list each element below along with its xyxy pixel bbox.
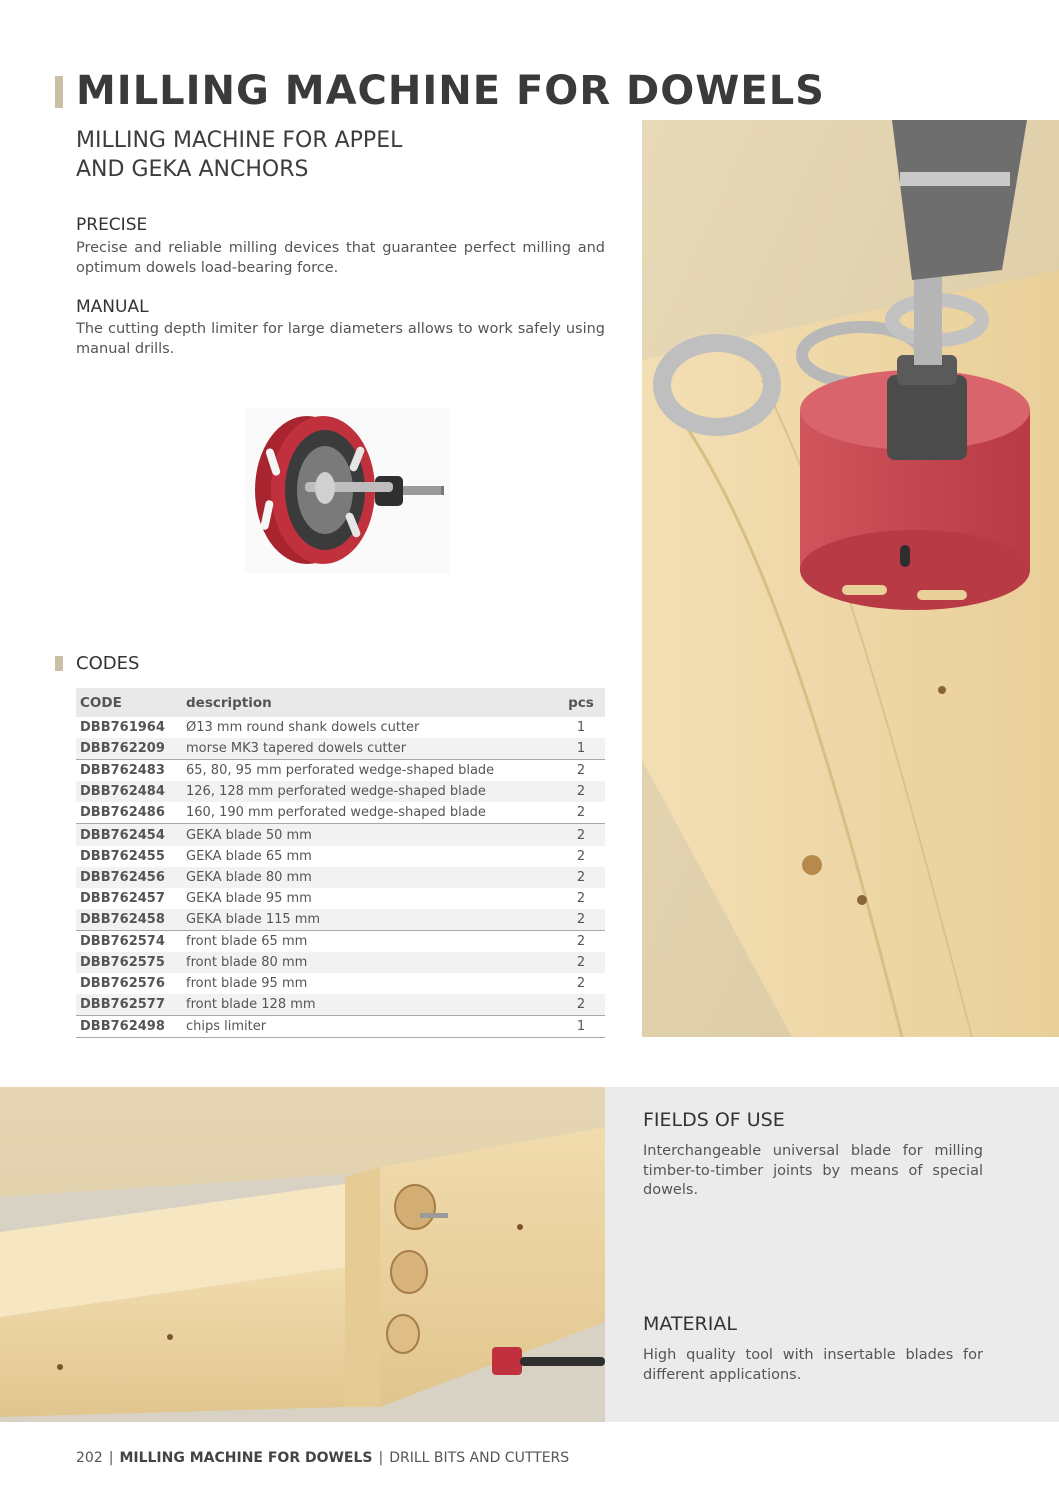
pcs-cell: 2: [557, 909, 605, 931]
pcs-cell: 2: [576, 933, 586, 949]
table-row: [76, 824, 605, 846]
code-cell: DBB762498: [76, 1016, 182, 1038]
description-cell: front blade 65 mm: [186, 933, 308, 949]
description-cell: 65, 80, 95 mm perforated wedge-shaped blade: [186, 763, 495, 779]
table-row: [76, 994, 605, 1016]
fields-of-use-heading: FIELDS OF USE: [643, 1109, 785, 1131]
precise-heading: PRECISE: [76, 215, 148, 235]
code-cell: DBB762576: [80, 976, 165, 992]
pcs-cell: 2: [557, 952, 605, 973]
pcs-cell: 2: [576, 976, 586, 992]
table-row: [76, 1016, 605, 1038]
table-row: [76, 952, 605, 973]
table-row: [76, 717, 605, 738]
description-cell: GEKA blade 95 mm: [186, 890, 312, 906]
description-cell: GEKA blade 115 mm: [182, 909, 557, 931]
table-row: [76, 867, 605, 888]
pcs-cell: 2: [557, 994, 605, 1016]
pcs-cell: 2: [557, 781, 605, 802]
code-cell: DBB762577: [76, 994, 182, 1016]
table-row: [76, 909, 605, 931]
table-row: [76, 846, 605, 867]
dowel-cutter-product-image: [245, 408, 450, 573]
table-row: [76, 973, 605, 994]
manual-text: The cutting depth limiter for large diameters allows to work safely using manual drills.: [76, 321, 605, 357]
code-cell: DBB761964: [80, 720, 165, 736]
code-cell: DBB762483: [80, 763, 165, 779]
pcs-cell: 2: [557, 824, 605, 846]
code-cell: DBB762575: [76, 952, 182, 973]
code-cell: DBB762456: [76, 867, 182, 888]
code-cell: DBB762455: [80, 848, 165, 864]
column-header-description: description: [182, 688, 557, 717]
pcs-cell: 2: [557, 867, 605, 888]
drill-cutter-on-timber-photo: [642, 120, 1059, 1037]
subtitle-line-2: AND GEKA ANCHORS: [76, 157, 309, 182]
subtitle-line-1: MILLING MACHINE FOR APPEL: [76, 128, 403, 153]
description-cell: chips limiter: [182, 1016, 557, 1038]
page-number: 202: [76, 1450, 103, 1466]
codes-table-header: [76, 688, 605, 717]
pcs-cell: 2: [557, 802, 605, 824]
fields-of-use-text: Interchangeable universal blade for milling timber-to-timber joints by means of special dowels.: [643, 1143, 983, 1198]
description-cell: 126, 128 mm perforated wedge-shaped blade: [182, 781, 557, 802]
material-text: High quality tool with insertable blades for different applications.: [643, 1347, 983, 1383]
code-cell: DBB762574: [80, 933, 165, 949]
footer-section: MILLING MACHINE FOR DOWELS: [119, 1450, 373, 1466]
table-row: [76, 930, 605, 952]
table-row: [76, 738, 605, 760]
info-panel: [605, 1087, 1059, 1422]
pcs-cell: 2: [576, 848, 586, 864]
pcs-cell: 1: [557, 738, 605, 760]
code-cell: DBB762457: [80, 890, 165, 906]
description-cell: GEKA blade 80 mm: [182, 867, 557, 888]
code-cell: DBB762209: [76, 738, 182, 760]
codes-table: [76, 688, 605, 1038]
precise-text: Precise and reliable milling devices that guarantee perfect milling and optimum dowels load-bearing force.: [76, 240, 605, 276]
description-cell: morse MK3 tapered dowels cutter: [182, 738, 557, 760]
table-row: [76, 802, 605, 824]
pcs-cell: 1: [557, 1016, 605, 1038]
description-cell: Ø13 mm round shank dowels cutter: [186, 720, 420, 736]
pcs-cell: 2: [576, 763, 586, 779]
description-cell: GEKA blade 65 mm: [186, 848, 312, 864]
codes-accent-bar: [55, 656, 63, 671]
table-row: [76, 760, 605, 782]
pcs-cell: 1: [576, 720, 586, 736]
footer-category: DRILL BITS AND CUTTERS: [389, 1450, 570, 1466]
column-header-code: CODE: [76, 688, 182, 717]
manual-heading: MANUAL: [76, 297, 149, 317]
page-subtitle: [76, 126, 596, 184]
table-row: [76, 781, 605, 802]
description-cell: front blade 95 mm: [186, 976, 308, 992]
timber-joint-photo: [0, 1087, 605, 1422]
title-accent-bar: [55, 76, 63, 108]
code-cell: DBB762484: [76, 781, 182, 802]
page-title: MILLING MACHINE FOR DOWELS: [76, 68, 825, 114]
material-heading: MATERIAL: [643, 1313, 737, 1335]
description-cell: 160, 190 mm perforated wedge-shaped blade: [182, 802, 557, 824]
description-cell: GEKA blade 50 mm: [182, 824, 557, 846]
codes-heading: CODES: [76, 653, 140, 674]
pcs-cell: 2: [576, 890, 586, 906]
code-cell: DBB762454: [76, 824, 182, 846]
code-cell: DBB762486: [76, 802, 182, 824]
page-footer: 202 | MILLING MACHINE FOR DOWELS | DRILL BITS AND CUTTERS: [76, 1450, 570, 1466]
table-row: [76, 888, 605, 909]
column-header-pcs: pcs: [557, 688, 605, 717]
description-cell: front blade 128 mm: [182, 994, 557, 1016]
code-cell: DBB762458: [76, 909, 182, 931]
description-cell: front blade 80 mm: [182, 952, 557, 973]
